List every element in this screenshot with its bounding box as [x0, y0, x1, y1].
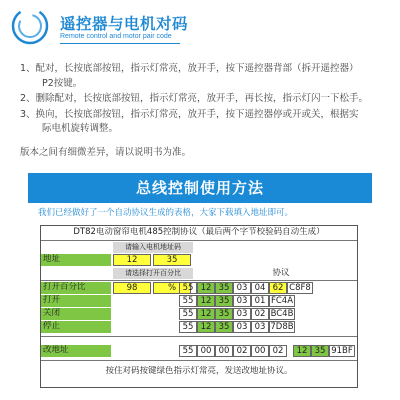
step-2-line1: 2、删除配对，长按底部按钮，指示灯常亮，放开手，再长按，指示灯闪一下松手。: [20, 93, 369, 104]
pct-unit: %: [153, 282, 191, 294]
row-stop-byte-2: 35: [215, 321, 233, 333]
row-stop-byte-3: 03: [233, 321, 251, 333]
download-hint: 我们已经做好了一个自动协议生成的表格，大家下载填入地址即可。: [38, 208, 294, 218]
section-title: 遥控器与电机对码: [60, 15, 189, 33]
pct-hint: 请选择打开百分比: [113, 268, 193, 279]
table-title: DT82电动窗帘电机485控制协议（最后两个字节校验码自动生成）: [73, 227, 325, 237]
row-open-byte-1: 12: [197, 295, 215, 307]
change-byte-7: 35: [311, 345, 329, 357]
pct-input[interactable]: 98: [113, 282, 151, 294]
row-stop-byte-1: 12: [197, 321, 215, 333]
table-footer: 按住对码按键绿色指示灯常亮，发送改地址协议。: [105, 366, 293, 376]
title-underline: [60, 43, 180, 44]
addr-hint: 请输入电机地址码: [113, 242, 193, 253]
protocol-header: 协议: [272, 268, 290, 278]
row-close-crc: BC4B: [270, 309, 294, 319]
row-open-crc: FC4A: [270, 296, 294, 306]
step-3-line1: 3、换向，长按底部按钮，指示灯常亮，放开手，按下遥控器停或开或关，根据实: [20, 108, 359, 120]
row-pct-byte-2: 35: [215, 282, 233, 294]
row-stop-byte-4: 03: [251, 321, 269, 333]
row-open-byte-4: 01: [251, 295, 269, 307]
open-label: 打开: [41, 295, 111, 307]
row-pct-byte-0: 55: [179, 282, 197, 294]
pct-label: 打开百分比: [41, 282, 111, 294]
row-stop-crc: 7D8B: [270, 322, 294, 332]
change-crc: 91BF: [329, 345, 355, 357]
step-1-line2: P2按键。: [42, 77, 83, 89]
addr-label: 地址: [41, 254, 111, 266]
section-subtitle: Remote control and motor pair code: [60, 33, 172, 40]
row-open-byte-0: 55: [179, 295, 197, 307]
row-open-byte-3: 03: [233, 295, 251, 307]
step-3-line2: 际电机旋转调整。: [42, 123, 119, 134]
row-pct-byte-5: 62: [269, 282, 287, 294]
logo-swirl-icon: [10, 6, 50, 46]
row-close-byte-3: 03: [233, 308, 251, 320]
row-pct-crc: C8F8: [287, 282, 313, 294]
change-byte-4: 00: [251, 345, 269, 357]
stop-label: 停止: [41, 321, 111, 333]
change-byte-2: 00: [215, 345, 233, 357]
change-byte-1: 00: [197, 345, 215, 357]
change-byte-6: 12: [293, 345, 311, 357]
row-pct-byte-3: 03: [233, 282, 251, 294]
step-3: [20, 108, 390, 137]
row-pct-byte-4: 04: [251, 282, 269, 294]
pairing-steps: [20, 62, 390, 138]
row-open-byte-2: 35: [215, 295, 233, 307]
row-close-byte-0: 55: [179, 308, 197, 320]
addr-hi-input[interactable]: 12: [113, 254, 151, 266]
bus-control-banner: 总线控制使用方法: [28, 173, 372, 203]
change-byte-0: 55: [179, 345, 197, 357]
addr-lo-input[interactable]: 35: [153, 254, 191, 266]
row-close-byte-1: 12: [197, 308, 215, 320]
step-1-line1: 1、配对，长按底部按钮，指示灯常亮，放开手，按下遥控器背部（拆开遥控器）: [20, 63, 359, 74]
step-1: [20, 62, 390, 91]
step-2: [20, 92, 390, 107]
row-close-byte-4: 02: [251, 308, 269, 320]
row-stop-byte-0: 55: [179, 321, 197, 333]
version-note: 版本之间有细微差异，请以说明书为准。: [20, 147, 192, 158]
change-addr-label: 改地址: [41, 345, 111, 357]
change-byte-3: 02: [233, 345, 251, 357]
protocol-table: [40, 225, 358, 388]
close-label: 关闭: [41, 308, 111, 320]
row-close-byte-2: 35: [215, 308, 233, 320]
change-byte-5: 02: [269, 345, 287, 357]
row-pct-byte-1: 12: [197, 282, 215, 294]
